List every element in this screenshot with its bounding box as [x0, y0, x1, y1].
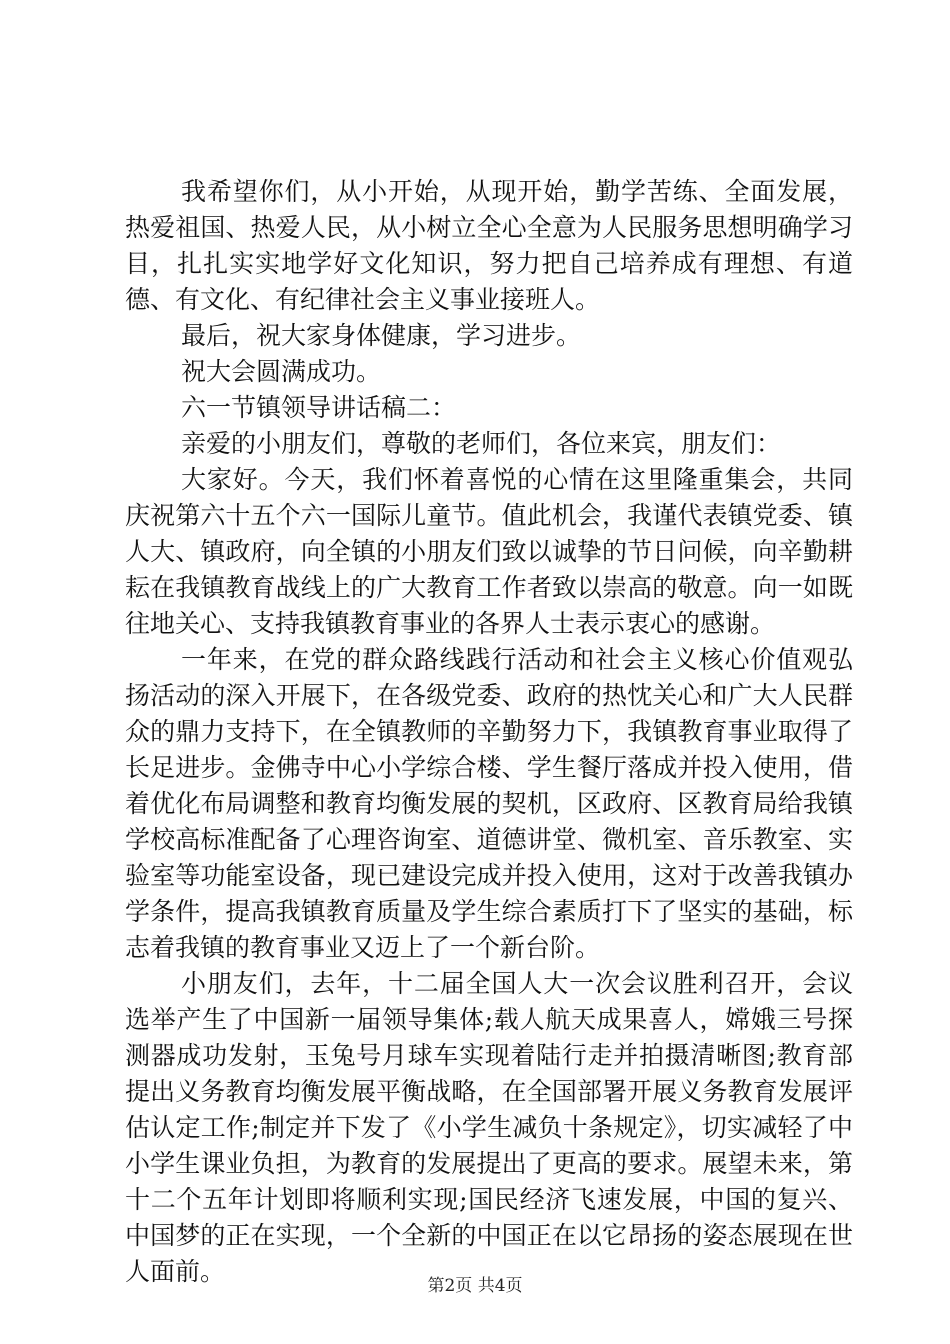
page-number: 第2页 共4页: [427, 1276, 523, 1296]
document-body: [125, 174, 853, 1290]
paragraph: 最后，祝大家身体健康，学习进步。: [181, 321, 582, 350]
page-footer: [0, 1271, 950, 1296]
section-heading: 六一节镇领导讲话稿二：: [181, 393, 457, 422]
paragraph: 我希望你们，从小开始，从现开始，勤学苦练、全面发展，热爱祖国、热爱人民，从小树立全心全意为人民服务思想明确学习目，扎扎实实地学好文化知识，努力把自己培养成有理想、有道德、有文化、有纪律社会主义事业接班人。: [125, 177, 853, 314]
paragraph: 小朋友们，去年，十二届全国人大一次会议胜利召开，会议选举产生了中国新一届领导集体;载人航天成果喜人，嫦娥三号探测器成功发射，玉兔号月球车实现着陆行走并拍摄清晰图;教育部提出义务教育均衡发展平衡战略，在全国部署开展义务教育发展评估认定工作;制定并下发了《小学生减负十条规定》，切实减轻了中小学生课业负担，为教育的发展提出了更高的要求。展望未来，第十二个五年计划即将顺利实现;国民经济飞速发展，中国的复兴、中国梦的正在实现，一个全新的中国正在以它昂扬的姿态展现在世人面前。: [125, 969, 853, 1286]
salutation: 亲爱的小朋友们，尊敬的老师们，各位来宾，朋友们：: [181, 429, 782, 458]
paragraph: 大家好。今天，我们怀着喜悦的心情在这里隆重集会，共同庆祝第六十五个六一国际儿童节。值此机会，我谨代表镇党委、镇人大、镇政府，向全镇的小朋友们致以诚挚的节日问候，向辛勤耕耘在我镇教育战线上的广大教育工作者致以崇高的敬意。向一如既往地关心、支持我镇教育事业的各界人士表示衷心的感谢。: [125, 465, 853, 638]
paragraph: 祝大会圆满成功。: [181, 357, 382, 386]
paragraph: 一年来，在党的群众路线践行活动和社会主义核心价值观弘扬活动的深入开展下，在各级党委、政府的热忱关心和广大人民群众的鼎力支持下，在全镇教师的辛勤努力下，我镇教育事业取得了长足进步。金佛寺中心小学综合楼、学生餐厅落成并投入使用，借着优化布局调整和教育均衡发展的契机，区政府、区教育局给我镇学校高标准配备了心理咨询室、道德讲堂、微机室、音乐教室、实验室等功能室设备，现已建设完成并投入使用，这对于改善我镇办学条件，提高我镇教育质量及学生综合素质打下了坚实的基础，标志着我镇的教育事业又迈上了一个新台阶。: [125, 645, 853, 962]
